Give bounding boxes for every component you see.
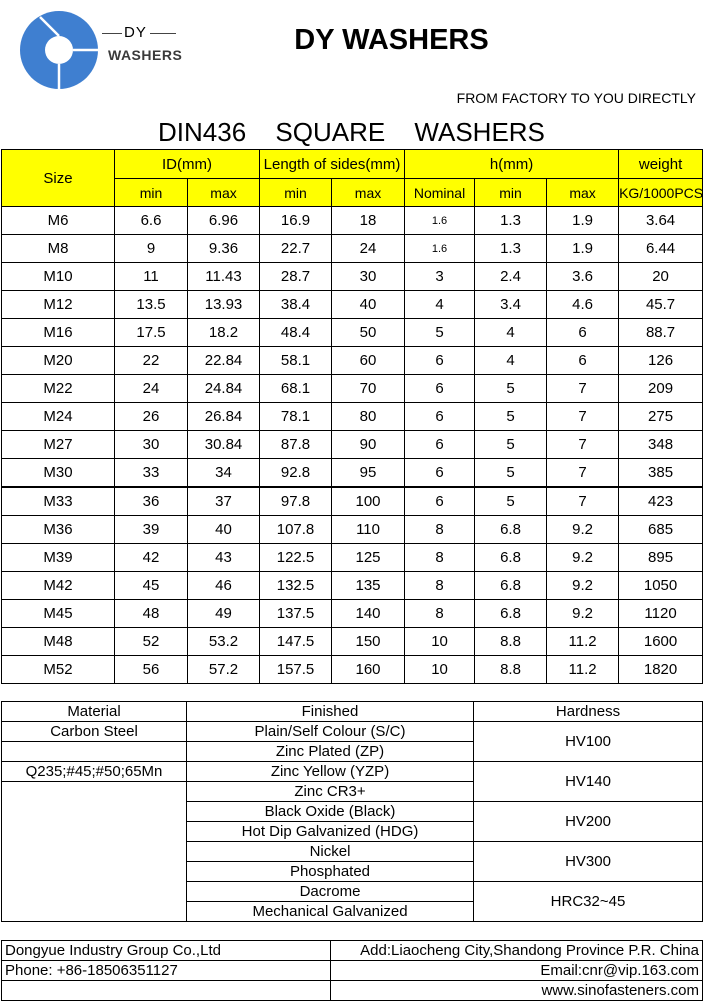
cell-id-min: 39 [115,516,188,544]
cell-sides-max: 160 [332,656,405,684]
cell-h-max: 7 [547,375,619,403]
cell-h-min: 3.4 [475,291,547,319]
material-empty-cell [2,782,187,922]
cell-h-nominal: 5 [405,319,475,347]
cell-sides-min: 132.5 [260,572,332,600]
cell-sides-min: 16.9 [260,207,332,235]
cell-size: M42 [2,572,115,600]
cell-h-nominal: 6 [405,403,475,431]
cell-id-max: 24.84 [188,375,260,403]
cell-weight: 275 [619,403,703,431]
cell-id-max: 22.84 [188,347,260,375]
brand-title: DY WASHERS [294,24,489,56]
cell-h-max: 11.2 [547,656,619,684]
table-row [2,572,703,600]
col-h-min: min [475,179,547,207]
hardness-value: HV100 [474,722,703,762]
cell-h-min: 5 [475,487,547,516]
cell-weight: 423 [619,487,703,516]
cell-sides-max: 135 [332,572,405,600]
contact-empty-cell [2,981,331,1001]
cell-id-max: 37 [188,487,260,516]
cell-sides-min: 122.5 [260,544,332,572]
finish-item: Plain/Self Colour (S/C) [187,722,474,742]
contact-table [1,940,703,1001]
hardness-value: HV300 [474,842,703,882]
hardness-value: HV140 [474,762,703,802]
cell-sides-max: 140 [332,600,405,628]
cell-h-max: 9.2 [547,516,619,544]
cell-weight: 1120 [619,600,703,628]
col-h-header: h(mm) [405,150,619,179]
col-sides-max: max [332,179,405,207]
cell-size: M36 [2,516,115,544]
cell-id-min: 36 [115,487,188,516]
cell-size: M24 [2,403,115,431]
col-id-header: ID(mm) [115,150,260,179]
material-carbon-steel: Carbon Steel [2,722,187,742]
cell-weight: 1820 [619,656,703,684]
cell-sides-max: 100 [332,487,405,516]
cell-h-min: 8.8 [475,656,547,684]
cell-id-max: 6.96 [188,207,260,235]
cell-size: M48 [2,628,115,656]
cell-weight: 895 [619,544,703,572]
cell-h-min: 5 [475,431,547,459]
cell-id-max: 30.84 [188,431,260,459]
cell-sides-min: 137.5 [260,600,332,628]
cell-h-nominal: 1.6 [405,235,475,263]
cell-h-nominal: 3 [405,263,475,291]
material-empty-cell [2,742,187,762]
cell-size: M39 [2,544,115,572]
table-row [2,600,703,628]
cell-h-min: 6.8 [475,600,547,628]
cell-h-max: 9.2 [547,600,619,628]
cell-h-max: 9.2 [547,572,619,600]
cell-sides-max: 60 [332,347,405,375]
cell-id-min: 24 [115,375,188,403]
cell-h-min: 5 [475,403,547,431]
cell-id-min: 17.5 [115,319,188,347]
cell-id-max: 53.2 [188,628,260,656]
cell-h-nominal: 6 [405,347,475,375]
table-row [2,487,703,516]
cell-sides-max: 150 [332,628,405,656]
cell-id-max: 43 [188,544,260,572]
cell-h-nominal: 6 [405,487,475,516]
table-row [2,459,703,488]
cell-size: M8 [2,235,115,263]
cell-size: M6 [2,207,115,235]
cell-id-max: 13.93 [188,291,260,319]
cell-sides-max: 70 [332,375,405,403]
cell-h-min: 5 [475,459,547,488]
spec-header-row [2,150,703,179]
cell-h-min: 4 [475,319,547,347]
col-id-max: max [188,179,260,207]
cell-weight: 88.7 [619,319,703,347]
cell-size: M52 [2,656,115,684]
cell-h-nominal: 8 [405,572,475,600]
table-row [2,263,703,291]
table-row [2,403,703,431]
cell-sides-max: 90 [332,431,405,459]
material-table [1,701,703,922]
cell-h-nominal: 8 [405,516,475,544]
company-name: Dongyue Industry Group Co.,Ltd [2,941,331,961]
material-header-row [2,702,703,722]
cell-sides-max: 40 [332,291,405,319]
cell-h-max: 7 [547,459,619,488]
cell-sides-max: 24 [332,235,405,263]
cell-id-max: 57.2 [188,656,260,684]
cell-h-nominal: 10 [405,628,475,656]
col-id-min: min [115,179,188,207]
spec-body [2,207,703,684]
table-row [2,431,703,459]
cell-weight: 6.44 [619,235,703,263]
cell-h-min: 6.8 [475,544,547,572]
cell-id-max: 26.84 [188,403,260,431]
cell-h-nominal: 1.6 [405,207,475,235]
cell-sides-min: 147.5 [260,628,332,656]
table-row [2,941,703,961]
table-row [2,981,703,1001]
cell-weight: 1050 [619,572,703,600]
finish-item: Zinc CR3+ [187,782,474,802]
cell-id-max: 11.43 [188,263,260,291]
cell-h-nominal: 6 [405,375,475,403]
cell-id-min: 52 [115,628,188,656]
cell-h-min: 1.3 [475,235,547,263]
cell-sides-min: 68.1 [260,375,332,403]
finish-item: Black Oxide (Black) [187,802,474,822]
cell-h-max: 6 [547,319,619,347]
cell-id-min: 26 [115,403,188,431]
cell-h-nominal: 6 [405,431,475,459]
cell-weight: 45.7 [619,291,703,319]
cell-size: M33 [2,487,115,516]
cell-size: M20 [2,347,115,375]
cell-weight: 209 [619,375,703,403]
cell-sides-min: 58.1 [260,347,332,375]
cell-sides-min: 97.8 [260,487,332,516]
cell-size: M45 [2,600,115,628]
cell-sides-min: 92.8 [260,459,332,488]
cell-sides-min: 107.8 [260,516,332,544]
finished-header: Finished [187,702,474,722]
finish-item: Mechanical Galvanized [187,902,474,922]
table-row [2,961,703,981]
finish-item: Zinc Yellow (YZP) [187,762,474,782]
logo-washers-text: WASHERS [108,47,183,63]
cell-h-max: 1.9 [547,207,619,235]
finish-item: Nickel [187,842,474,862]
cell-size: M12 [2,291,115,319]
col-h-nominal: Nominal [405,179,475,207]
company-phone: Phone: +86-18506351127 [2,961,331,981]
cell-h-max: 7 [547,403,619,431]
cell-h-min: 5 [475,375,547,403]
cell-weight: 126 [619,347,703,375]
cell-id-max: 9.36 [188,235,260,263]
cell-sides-min: 157.5 [260,656,332,684]
cell-h-nominal: 10 [405,656,475,684]
cell-sides-min: 87.8 [260,431,332,459]
cell-h-min: 1.3 [475,207,547,235]
col-h-max: max [547,179,619,207]
cell-h-min: 4 [475,347,547,375]
cell-sides-min: 22.7 [260,235,332,263]
cell-h-max: 3.6 [547,263,619,291]
cell-id-min: 42 [115,544,188,572]
cell-size: M16 [2,319,115,347]
cell-h-min: 8.8 [475,628,547,656]
company-address: Add:Liaocheng City,Shandong Province P.R. China [331,941,703,961]
col-weight-header: weight [619,150,703,179]
cell-id-min: 22 [115,347,188,375]
cell-h-min: 2.4 [475,263,547,291]
cell-h-max: 11.2 [547,628,619,656]
table-row [2,762,703,782]
finish-item: Dacrome [187,882,474,902]
cell-sides-max: 80 [332,403,405,431]
finish-item: Hot Dip Galvanized (HDG) [187,822,474,842]
company-website[interactable]: www.sinofasteners.com [331,981,703,1001]
cell-sides-min: 48.4 [260,319,332,347]
cell-id-max: 34 [188,459,260,488]
cell-sides-max: 110 [332,516,405,544]
finish-item: Zinc Plated (ZP) [187,742,474,762]
cell-h-nominal: 4 [405,291,475,319]
cell-h-nominal: 8 [405,600,475,628]
cell-id-min: 45 [115,572,188,600]
cell-h-max: 1.9 [547,235,619,263]
table-row [2,516,703,544]
cell-sides-min: 38.4 [260,291,332,319]
col-sides-min: min [260,179,332,207]
cell-id-max: 49 [188,600,260,628]
hardness-value: HRC32~45 [474,882,703,922]
company-email[interactable]: Email:cnr@vip.163.com [331,961,703,981]
cell-sides-max: 95 [332,459,405,488]
cell-id-min: 11 [115,263,188,291]
cell-size: M27 [2,431,115,459]
material-grades: Q235;#45;#50;65Mn [2,762,187,782]
cell-sides-max: 50 [332,319,405,347]
table-row [2,235,703,263]
cell-sides-max: 18 [332,207,405,235]
cell-h-max: 6 [547,347,619,375]
cell-h-min: 6.8 [475,516,547,544]
table-row [2,628,703,656]
col-sides-header: Length of sides(mm) [260,150,405,179]
col-weight-unit: KG/1000PCS [619,179,703,207]
cell-h-max: 9.2 [547,544,619,572]
hardness-value: HV200 [474,802,703,842]
logo-dy-text: DY [124,24,147,41]
cell-sides-min: 28.7 [260,263,332,291]
cell-id-min: 33 [115,459,188,488]
table-row [2,347,703,375]
table-row [2,544,703,572]
hardness-header: Hardness [474,702,703,722]
cell-size: M30 [2,459,115,488]
cell-id-min: 13.5 [115,291,188,319]
spec-table [1,149,703,684]
cell-id-min: 48 [115,600,188,628]
table-row [2,207,703,235]
cell-sides-min: 78.1 [260,403,332,431]
cell-sides-max: 30 [332,263,405,291]
cell-weight: 348 [619,431,703,459]
cell-id-min: 9 [115,235,188,263]
material-header: Material [2,702,187,722]
cell-weight: 1600 [619,628,703,656]
cell-sides-max: 125 [332,544,405,572]
cell-id-min: 6.6 [115,207,188,235]
cell-weight: 685 [619,516,703,544]
cell-h-nominal: 8 [405,544,475,572]
table-row [2,319,703,347]
cell-h-max: 4.6 [547,291,619,319]
cell-h-min: 6.8 [475,572,547,600]
cell-id-max: 18.2 [188,319,260,347]
table-row [2,291,703,319]
cell-id-max: 46 [188,572,260,600]
table-title: DIN436 SQUARE WASHERS [158,117,545,147]
cell-weight: 20 [619,263,703,291]
table-row [2,722,703,742]
finish-item: Phosphated [187,862,474,882]
cell-id-min: 56 [115,656,188,684]
cell-h-max: 7 [547,487,619,516]
tagline: FROM FACTORY TO YOU DIRECTLY [456,90,696,106]
cell-weight: 3.64 [619,207,703,235]
cell-size: M10 [2,263,115,291]
cell-id-max: 40 [188,516,260,544]
table-row [2,375,703,403]
cell-h-nominal: 6 [405,459,475,488]
table-row [2,656,703,684]
cell-h-max: 7 [547,431,619,459]
col-size-header: Size [2,150,115,207]
cell-id-min: 30 [115,431,188,459]
cell-size: M22 [2,375,115,403]
cell-weight: 385 [619,459,703,488]
